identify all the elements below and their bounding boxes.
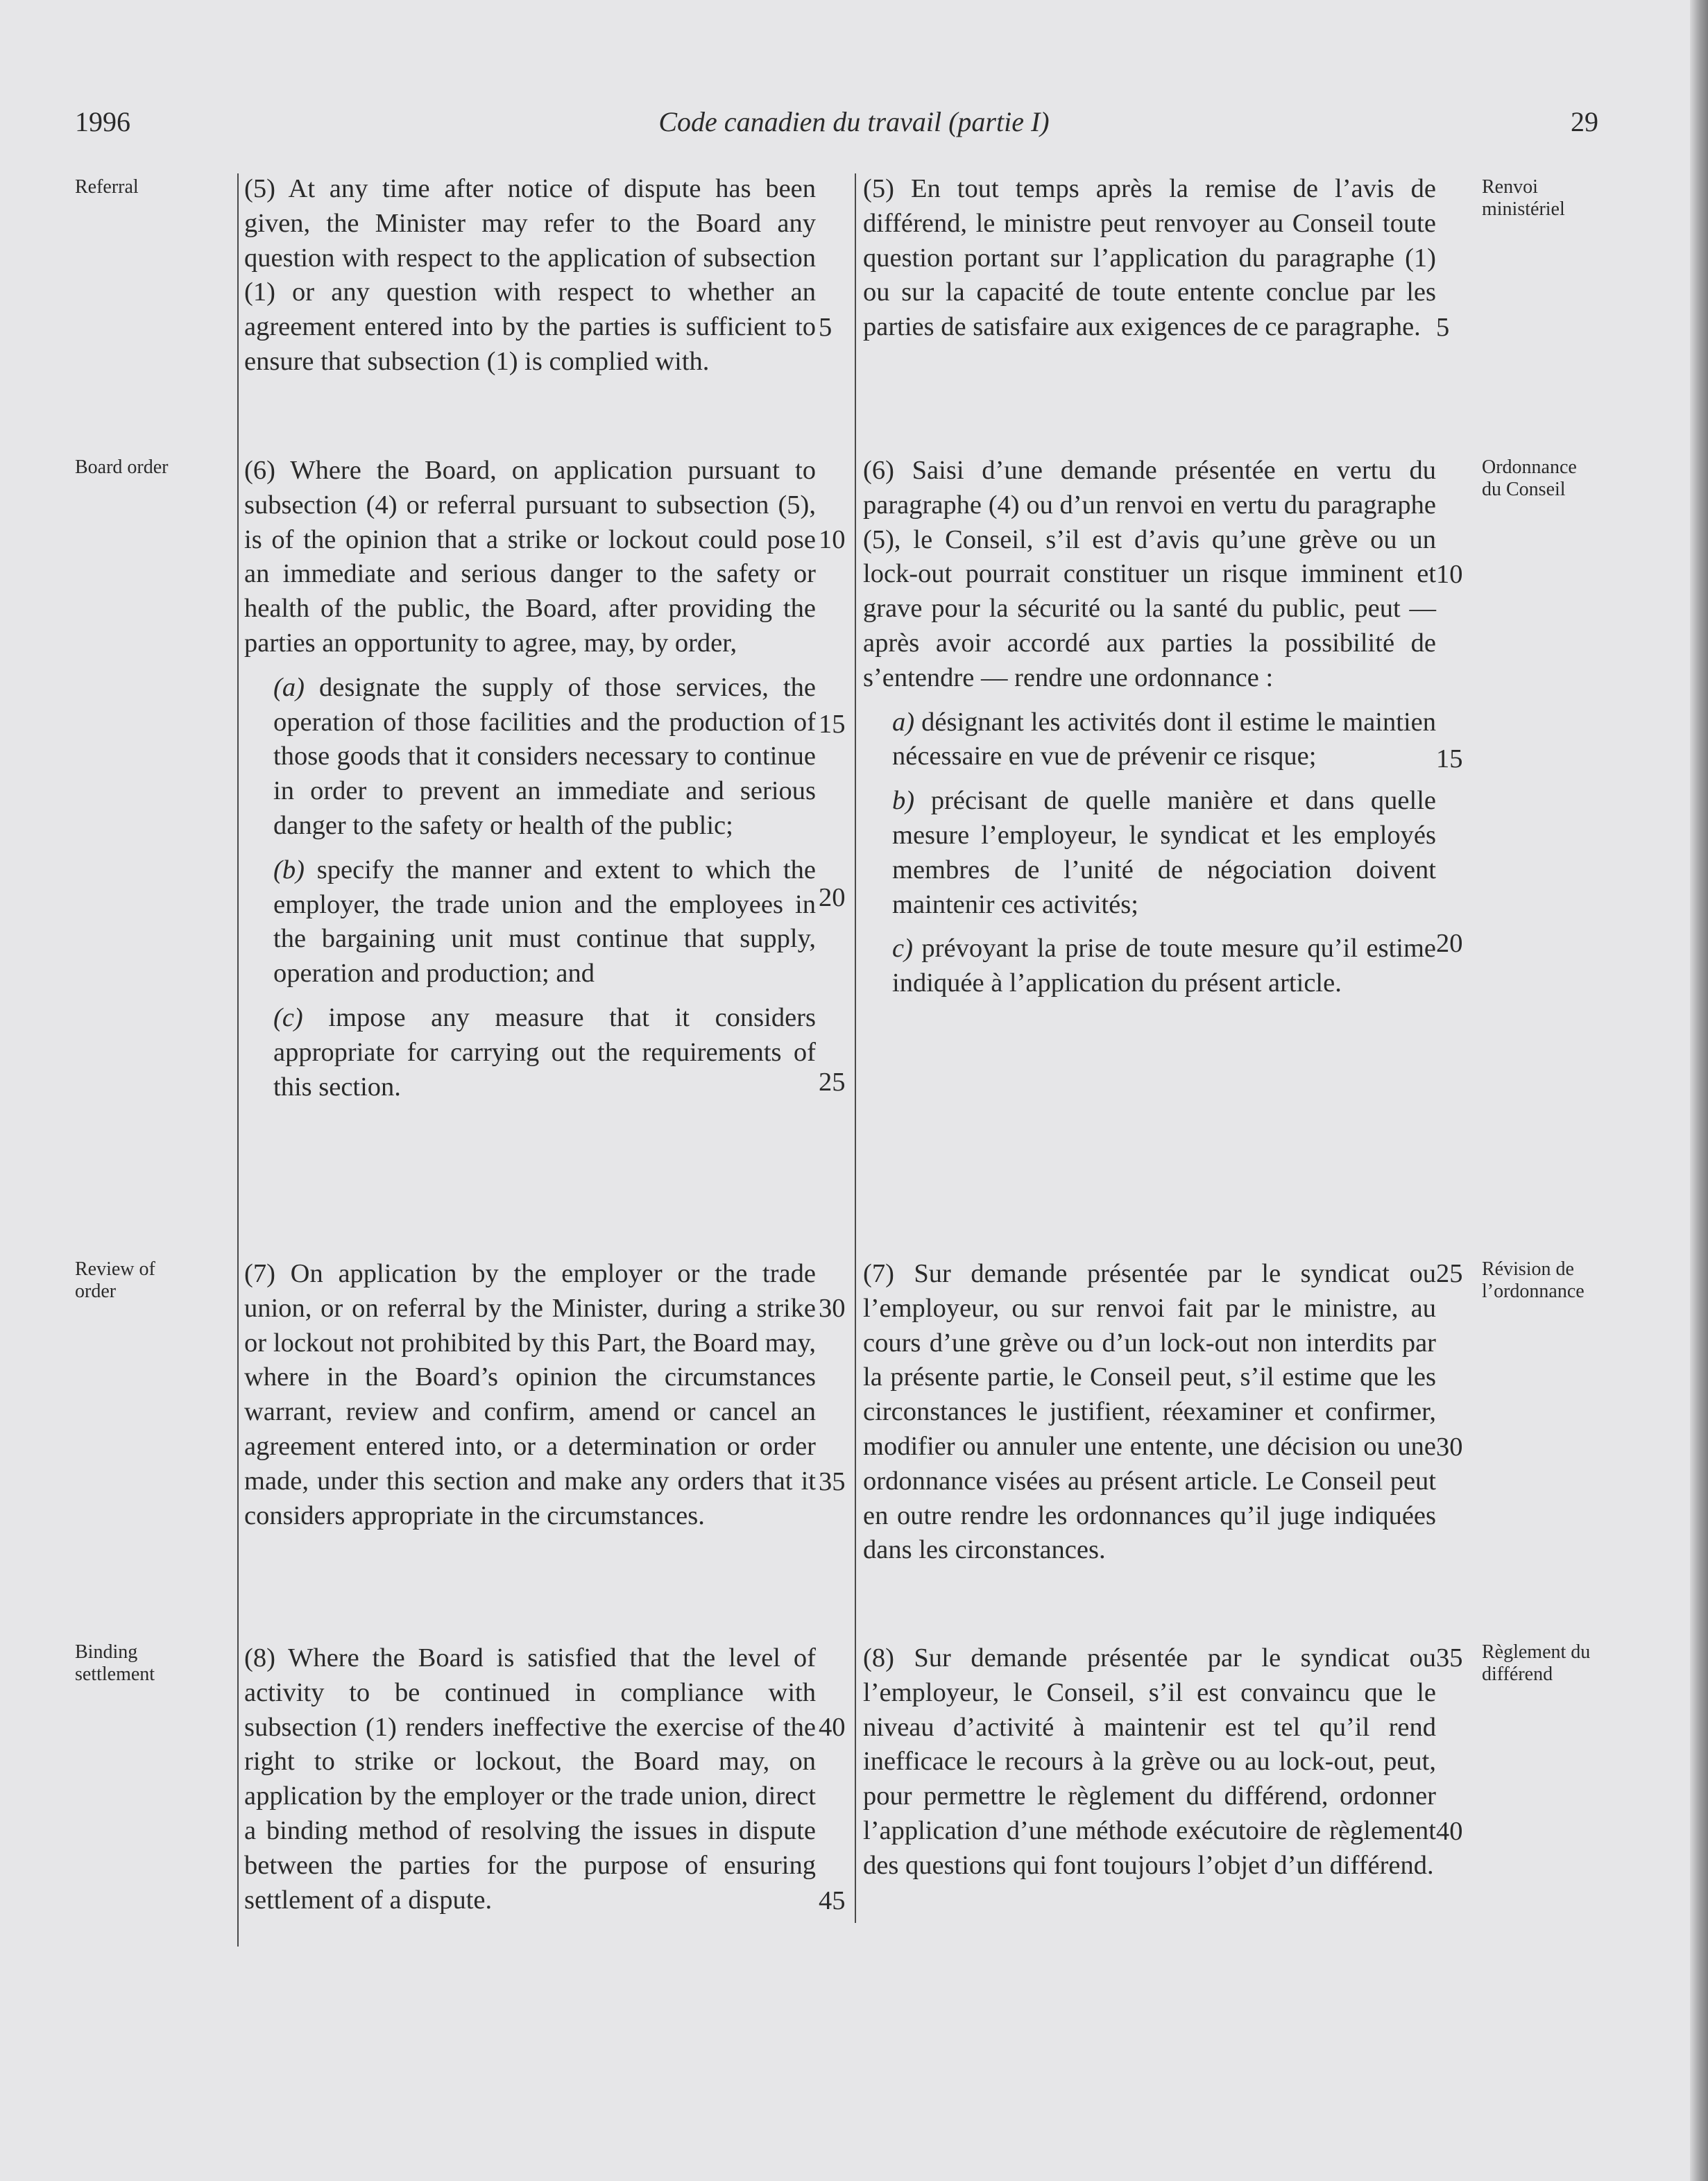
- margin-note-fr: Ordonnance du Conseil: [1482, 456, 1577, 500]
- item-label: c): [892, 934, 913, 964]
- item-label: (b): [273, 855, 305, 884]
- margin-note-en: Review of order: [75, 1258, 155, 1302]
- line-number: 35: [1436, 1643, 1463, 1673]
- line-number: 25: [1436, 1259, 1463, 1288]
- line-number: 20: [819, 883, 846, 912]
- margin-note-fr: Renvoi ministériel: [1482, 176, 1565, 220]
- paragraph-text: (8) Sur demande présentée par le syndicat ou l’employeur, le Conseil, s’il est convaincu que le niveau d’activité à maintenir est tel qu’il rend inefficace le recours à la grève ou au lock-out, peut, pour permettre le règlement du différend, ordonner l’application d’une méthode exécutoire de règlement des questions qui font toujours l’objet d’un différend.: [863, 1643, 1436, 1880]
- line-number: 15: [819, 710, 846, 739]
- section-7-french: [863, 1257, 1436, 1568]
- margin-note-en: Binding settlement: [75, 1641, 155, 1685]
- center-column-rule: [855, 173, 856, 1923]
- line-number: 15: [1436, 744, 1463, 773]
- paragraph-text: (5) At any time after notice of dispute has been given, the Minister may refer to the Board any question with respect to the application of subsection (1) or any question with respect to whether an agreement entered into by the parties is sufficient to ensure that subsection (1) is complied with.: [244, 174, 816, 376]
- section-8-french: [863, 1641, 1436, 1883]
- margin-note-en: Referral: [75, 176, 139, 198]
- item-text: impose any measure that it considers appropriate for carrying out the requirements of this section.: [273, 1002, 816, 1102]
- line-number: 25: [819, 1068, 846, 1097]
- margin-note-fr: Révision de l’ordonnance: [1482, 1258, 1585, 1302]
- item-label: b): [892, 786, 915, 816]
- line-number: 30: [1436, 1432, 1463, 1462]
- item-text: prévoyant la prise de toute mesure qu’il estime indiquée à l’application du présent article.: [892, 934, 1437, 998]
- line-number: 10: [819, 525, 846, 554]
- line-number: 45: [819, 1886, 846, 1915]
- list-item: [892, 784, 1436, 922]
- section-6-english: [244, 454, 816, 1104]
- section-5-english: [244, 172, 816, 379]
- line-number: 35: [819, 1467, 846, 1496]
- line-number: 30: [819, 1294, 846, 1323]
- list-item: [892, 932, 1436, 1001]
- paragraph-text: (8) Where the Board is satisfied that the level of activity to be continued in compliance with subsection (1) renders ineffective the exercise of the right to strike or lockout, the Board may, on application by the employer or the trade union, direct a binding method of resolving the issues in dispute between the parties for the purpose of ensuring settlement of a dispute.: [244, 1643, 816, 1915]
- line-number: 5: [819, 313, 832, 342]
- item-text: précisant de quelle manière et dans quelle mesure l’employeur, le syndicat et les employés membres de l’unité de négociation doivent maintenir ces activités;: [892, 786, 1436, 919]
- paragraph-text: (7) Sur demande présentée par le syndicat ou l’employeur, ou sur renvoi fait par le ministre, au cours d’une grève ou d’un lock-out non interdits par la présente partie, le Conseil peut, s’il estime que les circonstances le justifient, réexaminer et confirmer, modifier ou annuler une entente, une décision ou une ordonnance visées au présent article. Le Conseil peut en outre rendre les ordonnances qu’il juge indiquées dans les circonstances.: [863, 1259, 1436, 1565]
- item-label: a): [892, 707, 915, 737]
- section-6-french: [863, 454, 1436, 1001]
- line-number: 20: [1436, 929, 1463, 958]
- item-label: (c): [273, 1002, 303, 1032]
- item-label: (a): [273, 672, 305, 702]
- left-column-rule: [237, 173, 239, 1947]
- section-7-english: [244, 1257, 816, 1533]
- line-number: 10: [1436, 560, 1463, 589]
- margin-note-fr: Règlement du différend: [1482, 1641, 1591, 1685]
- item-text: désignant les activités dont il estime le maintien nécessaire en vue de prévenir ce risque;: [892, 707, 1436, 771]
- line-number: 5: [1436, 313, 1450, 342]
- page-edge-shadow: [1690, 0, 1708, 2181]
- section-5-french: [863, 172, 1436, 345]
- list-item: [273, 1001, 816, 1104]
- paragraph-text: (7) On application by the employer or the trade union, or on referral by the Minister, during a strike or lockout not prohibited by this Part, the Board may, where in the Board’s opinion the circumstances warrant, review and confirm, amend or cancel an agreement entered into, or a determination or order made, under this section and make any orders that it considers appropriate in the circumstances.: [244, 1259, 816, 1530]
- item-text: specify the manner and extent to which the employer, the trade union and the employees in the bargaining unit must continue that supply, operation and production; and: [273, 855, 816, 989]
- header-year: 1996: [75, 106, 130, 137]
- margin-note-en: Board order: [75, 456, 169, 478]
- page-number: 29: [1571, 106, 1598, 137]
- header-title: Code canadien du travail (partie I): [658, 106, 1050, 137]
- paragraph-text: (6) Saisi d’une demande présentée en vertu du paragraphe (4) ou d’un renvoi en vertu du paragraphe (5), le Conseil, s’il est d’avis qu’une grève ou un lock-out pourrait constituer un risque imminent et grave pour la sécurité ou la santé du public, peut — après avoir accordé aux parties la possibilité de s’entendre — rendre une ordonnance :: [863, 456, 1436, 692]
- list-item: [892, 705, 1436, 775]
- paragraph-text: (5) En tout temps après la remise de l’avis de différend, le ministre peut renvoyer au Conseil toute question portant sur l’application du paragraphe (1) ou sur la capacité de toute entente conclue par les parties de satisfaire aux exigences de ce paragraphe.: [863, 174, 1436, 342]
- section-8-english: [244, 1641, 816, 1917]
- list-item: [273, 671, 816, 844]
- list-item: [273, 853, 816, 991]
- line-number: 40: [1436, 1817, 1463, 1846]
- paragraph-text: (6) Where the Board, on application pursuant to subsection (4) or referral pursuant to subsection (5), is of the opinion that a strike or lockout could pose an immediate and serious danger to the safety or health of the public, the Board, after providing the parties an opportunity to agree, may, by order,: [244, 456, 816, 658]
- line-number: 40: [819, 1713, 846, 1742]
- item-text: designate the supply of those services, the operation of those facilities and the production of those goods that it considers necessary to continue in order to prevent an immediate and serious danger to the safety or health of the public;: [273, 672, 816, 840]
